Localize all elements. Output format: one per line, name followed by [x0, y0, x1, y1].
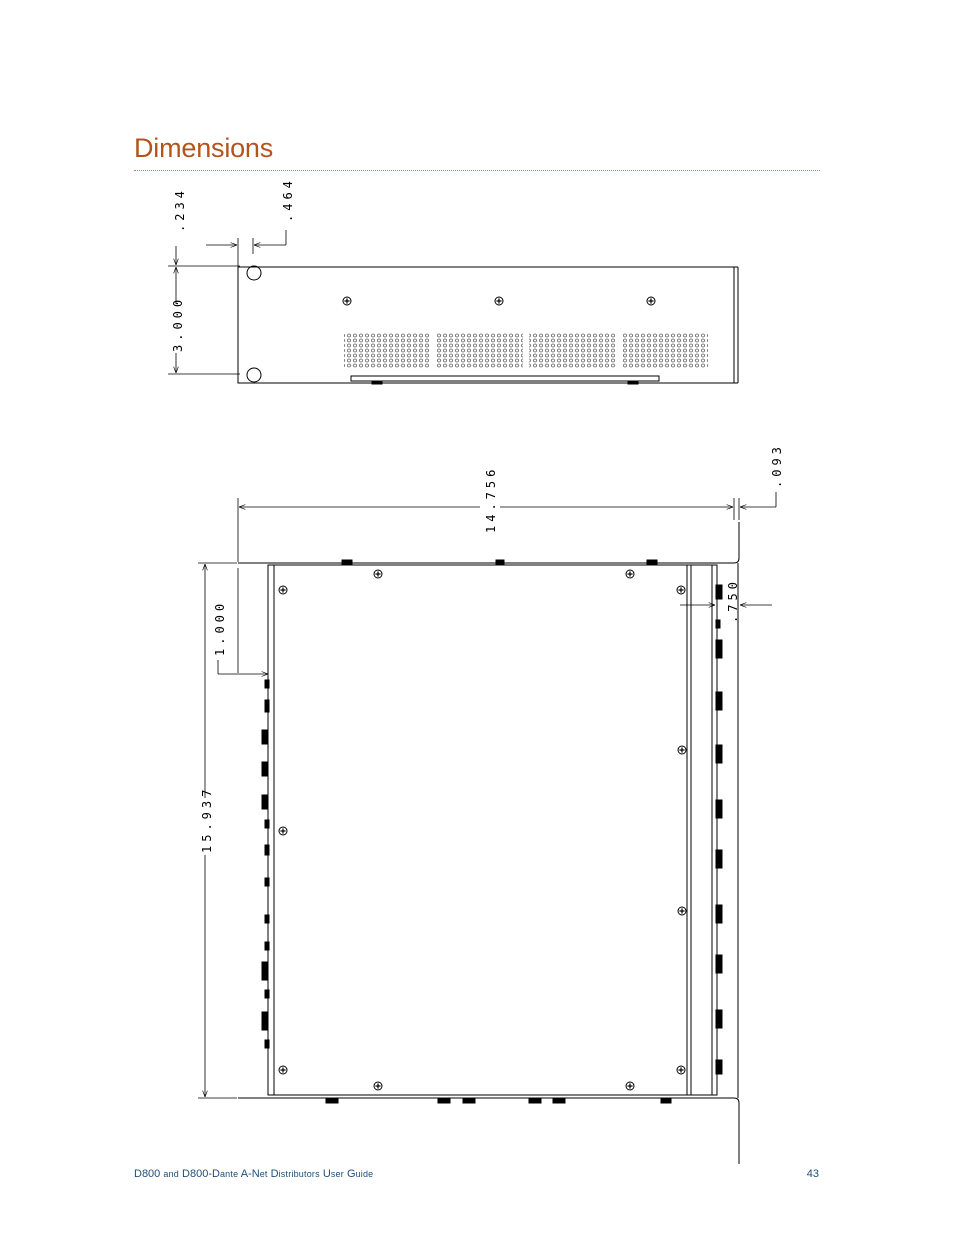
screw-icon	[677, 586, 685, 594]
dim-height: 3.000	[171, 295, 185, 352]
top-dimension-lines	[198, 492, 776, 1098]
screw-icon	[374, 1082, 382, 1090]
dim-depth: 15.937	[200, 785, 214, 853]
screw-icon	[374, 570, 382, 578]
screw-icon	[677, 1066, 685, 1074]
dim-ear-depth: .750	[726, 578, 740, 623]
screw-icon	[626, 1082, 634, 1090]
screw-icon	[626, 570, 634, 578]
vent-grille	[344, 333, 430, 368]
vent-grille	[622, 333, 708, 368]
screw-icon	[279, 586, 287, 594]
rack-slot-bottom	[247, 368, 261, 382]
dim-hole-offset: .464	[281, 177, 295, 222]
dim-width: 14.756	[484, 465, 498, 533]
rack-slot-top	[247, 266, 261, 280]
front-dimension-lines	[168, 230, 286, 374]
page-title: Dimensions	[134, 133, 274, 163]
screw-icon	[343, 297, 351, 305]
front-view	[238, 266, 738, 384]
vent-grille	[437, 333, 523, 368]
screw-icon	[495, 297, 503, 305]
top-view	[238, 522, 739, 1164]
page-number: 43	[806, 1168, 819, 1180]
screw-icon	[647, 297, 655, 305]
dim-front-offset: 1.000	[213, 599, 227, 656]
screw-icon	[279, 827, 287, 835]
screw-icon	[678, 746, 686, 754]
screw-icon	[279, 1066, 287, 1074]
footer-guide-title: D800 and D800-Dante A-Net Distributors User Guide	[134, 1168, 374, 1180]
vent-grille	[529, 333, 615, 368]
dim-flange: .093	[770, 443, 784, 488]
dim-ear-offset: .234	[173, 187, 187, 232]
screw-icon	[678, 907, 686, 915]
